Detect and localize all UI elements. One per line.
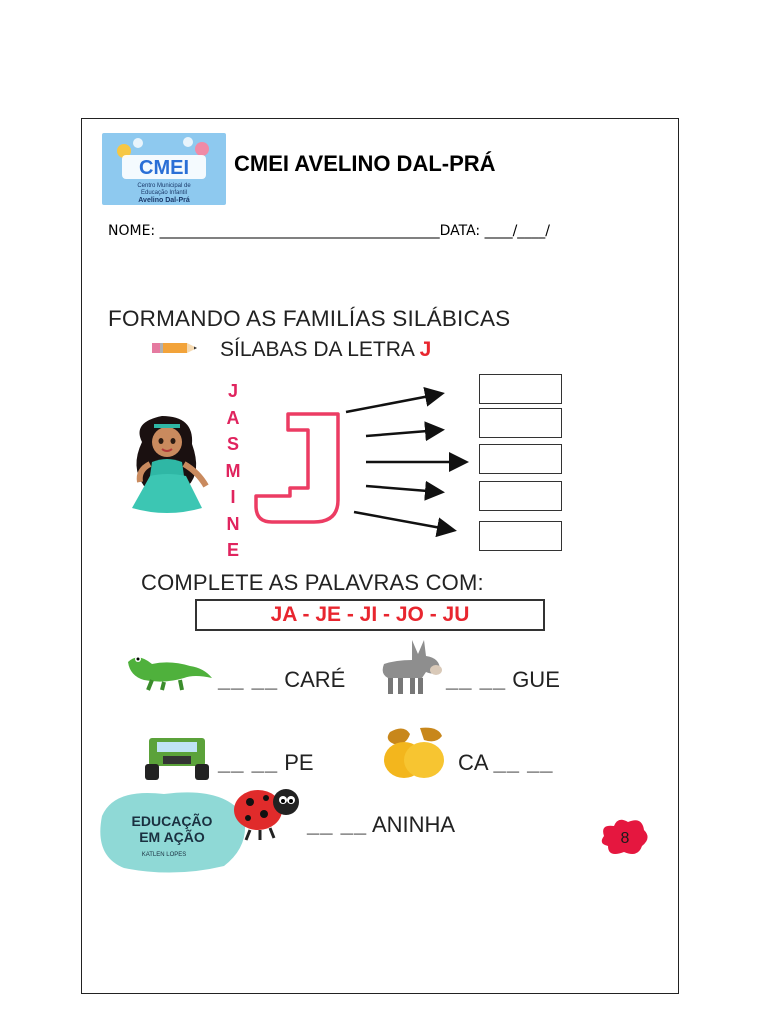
jasmine-letters	[222, 378, 244, 564]
donkey-icon	[378, 638, 444, 701]
jeep-icon	[143, 734, 211, 787]
jasmine-illustration	[122, 412, 214, 521]
alligator-icon	[124, 650, 214, 697]
svg-text:KATLEN LOPES: KATLEN LOPES	[141, 852, 187, 858]
word-jipe: __ __ PE	[218, 750, 314, 775]
cashew-icon	[380, 724, 450, 785]
svg-text:Avelino Dal-Prá: Avelino Dal-Prá	[138, 197, 190, 204]
blank[interactable]: __ __	[307, 812, 368, 837]
svg-text:EDUCAÇÃO: EDUCAÇÃO	[131, 813, 213, 829]
blank[interactable]: __ __	[493, 750, 554, 775]
name-letter: A	[226, 407, 240, 428]
name-letter: J	[227, 381, 238, 401]
educacao-em-acao-logo	[94, 786, 249, 876]
big-letter-j	[256, 414, 338, 522]
name-letter: E	[226, 540, 239, 560]
section-title: FORMANDO AS FAMILÍAS SILÁBICAS	[108, 306, 511, 331]
svg-text:J: J	[250, 370, 251, 371]
svg-text:Centro Municipal de: Centro Municipal de	[137, 183, 191, 189]
svg-text:EM AÇÃO: EM AÇÃO	[139, 829, 205, 845]
syllables-box: JA - JE - JI - JO - JU	[195, 599, 545, 631]
word-caju: CA __ __	[458, 750, 554, 775]
name-letter: M	[225, 460, 241, 481]
section-subtitle: SÍLABAS DA LETRA J	[220, 338, 432, 361]
svg-text:Educação Infantil: Educação Infantil	[140, 190, 188, 196]
name-letter: I	[230, 487, 236, 507]
pencil-icon	[152, 341, 200, 360]
complete-title: COMPLETE AS PALAVRAS COM:	[141, 570, 484, 595]
page-number: 8	[620, 830, 630, 847]
answer-box[interactable]	[479, 408, 562, 438]
arrow-4	[366, 486, 440, 492]
ladybug-icon	[228, 780, 308, 847]
page-number-badge	[598, 816, 652, 863]
logo-text: CMEI	[139, 157, 189, 179]
name-letter: S	[226, 434, 239, 454]
arrow-2	[366, 430, 440, 436]
blank[interactable]: __ __	[218, 667, 279, 692]
word-jacare: __ __ CARÉ	[218, 667, 346, 692]
word-joaninha: __ __ ANINHA	[307, 812, 456, 837]
name-date-line[interactable]: NOME: ________________________________________DATA: ____/____/	[108, 223, 551, 239]
word-jegue: __ __ GUE	[446, 667, 560, 692]
school-logo	[102, 133, 226, 205]
arrow-5	[354, 512, 452, 530]
answer-box[interactable]	[479, 374, 562, 404]
arrow-1	[346, 394, 440, 412]
big-letter-j-diagram	[250, 370, 490, 565]
school-title: CMEI AVELINO DAL-PRÁ	[234, 151, 496, 176]
answer-box[interactable]	[479, 521, 562, 551]
answer-box[interactable]	[479, 444, 562, 474]
answer-box[interactable]	[479, 481, 562, 511]
blank[interactable]: __ __	[218, 750, 279, 775]
letter-j-highlight: J	[419, 338, 432, 361]
blank[interactable]: __ __	[446, 667, 507, 692]
name-letter: N	[226, 513, 240, 534]
